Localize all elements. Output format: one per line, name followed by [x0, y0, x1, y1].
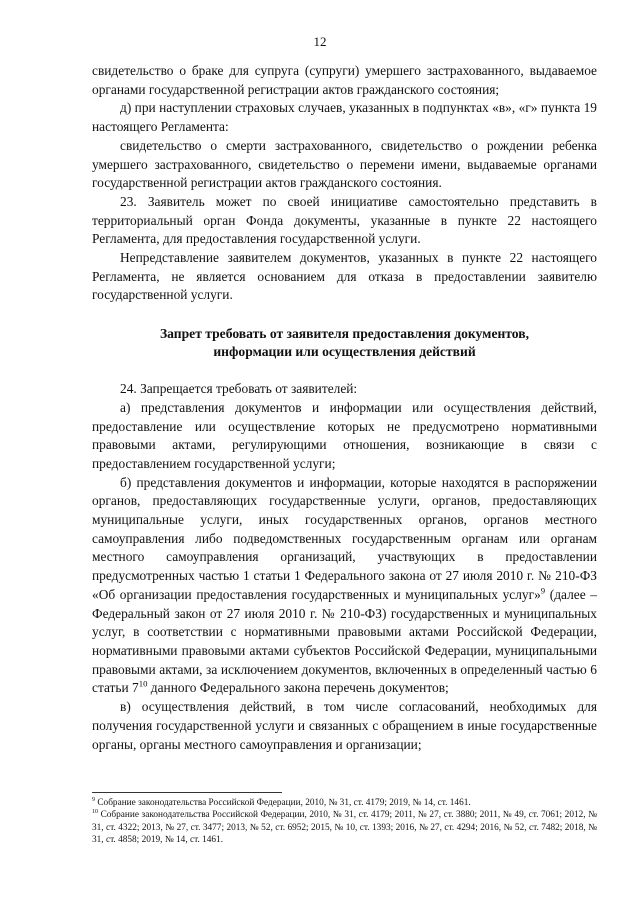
paragraph-24-a: а) представления документов и информации или осуществления действий, предоставление или осуществление которых не предусмотрено нормативными правовыми актами, регулирующими отношения, возникающие в связи с предоставлением государственной услуги;: [92, 399, 597, 471]
paragraph: свидетельство о смерти застрахованного, свидетельство о рождении ребенка умершего застрахованного, свидетельство о перемени имени, выдаваемые органами государственной регистрации актов гражданского состояния.: [92, 137, 597, 191]
footnote-text: Собрание законодательства Российской Федерации, 2010, № 31, ст. 4179; 2011, № 27, ст. 3880; 2011, № 49, ст. 7061; 2012, № 31, ст. 4322; 2013, № 27, ст. 3477; 2013, № 52, ст. 6952; 2015, № 10, ст. 1393; 2016, № 27, ст. 4294; 2016, № 52, ст. 7482; 2018, № 31, ст. 4858; 2019, № 14, ст. 1461.: [92, 810, 597, 846]
document-body: [92, 62, 597, 754]
footnotes: [92, 797, 597, 847]
paragraph: 23. Заявитель может по своей инициативе самостоятельно представить в территориальный орган Фонда документы, указанные в пункте 22 настоящего Регламента, для предоставления государственной услуги.: [92, 193, 597, 247]
footnote-mark: 10: [92, 809, 99, 816]
footnote-ref-9: 9: [540, 585, 546, 596]
footnote-10: [92, 809, 597, 846]
paragraph: Непредставление заявителем документов, указанных в пункте 22 настоящего Регламента, не является основанием для отказа в предоставлении заявителю государственной услуги.: [92, 250, 597, 303]
paragraph-24-b: [92, 474, 597, 698]
paragraph-text: б) представления документов и информации, которые находятся в распоряжении органов, предоставляющих государственные услуги, органов, предоставляющих муниципальные услуги, иных государственных органов, органов местного самоуправления либо подведомственных государственным органам или органам местного самоуправления организаций, участвующих в предоставлении предусмотренных частью 1 статьи 1 Федерального закона от 27 июля 2010 г. № 210-ФЗ «Об организации предоставления государственных и муниципальных услуг»: [92, 474, 597, 602]
footnote-text: Собрание законодательства Российской Федерации, 2010, № 31, ст. 4179; 2019, № 14, ст. 1461.: [95, 798, 471, 808]
section-heading-line: информации или осуществления действий: [213, 344, 476, 360]
page-number: 12: [313, 34, 327, 49]
paragraph: свидетельство о браке для супруга (супруги) умершего застрахованного, выдаваемое органами государственной регистрации актов гражданского состояния;: [92, 63, 597, 97]
footnote-mark: 9: [92, 796, 96, 803]
superscript-10: 10: [138, 678, 148, 689]
paragraph-24: 24. Запрещается требовать от заявителей:: [120, 381, 358, 397]
footnote-separator: [92, 792, 282, 793]
paragraph-text: (далее – Федеральный закон от 27 июля 2010 г. № 210-ФЗ) государственных и муниципальных услуг, в соответствии с нормативными правовыми актами Российской Федерации, нормативными правовыми актами субъектов Российской Федерации, муниципальными правовыми актами, за исключением документов, включенных в определенный частью 6 статьи 7: [92, 586, 598, 696]
section-heading-line: Запрет требовать от заявителя предоставления документов,: [159, 326, 529, 342]
paragraph-text: данного Федерального закона перечень документов;: [147, 680, 449, 696]
paragraph-24-v: в) осуществления действий, в том числе согласований, необходимых для получения государственной услуги и связанных с обращением в иные государственные органы, органы местного самоуправления и организации;: [92, 699, 597, 752]
footnote-9: [92, 797, 597, 809]
section-heading: [92, 325, 597, 361]
paragraph: д) при наступлении страховых случаев, указанных в подпунктах «в», «г» пункта 19 настоящего Регламента:: [92, 100, 597, 135]
